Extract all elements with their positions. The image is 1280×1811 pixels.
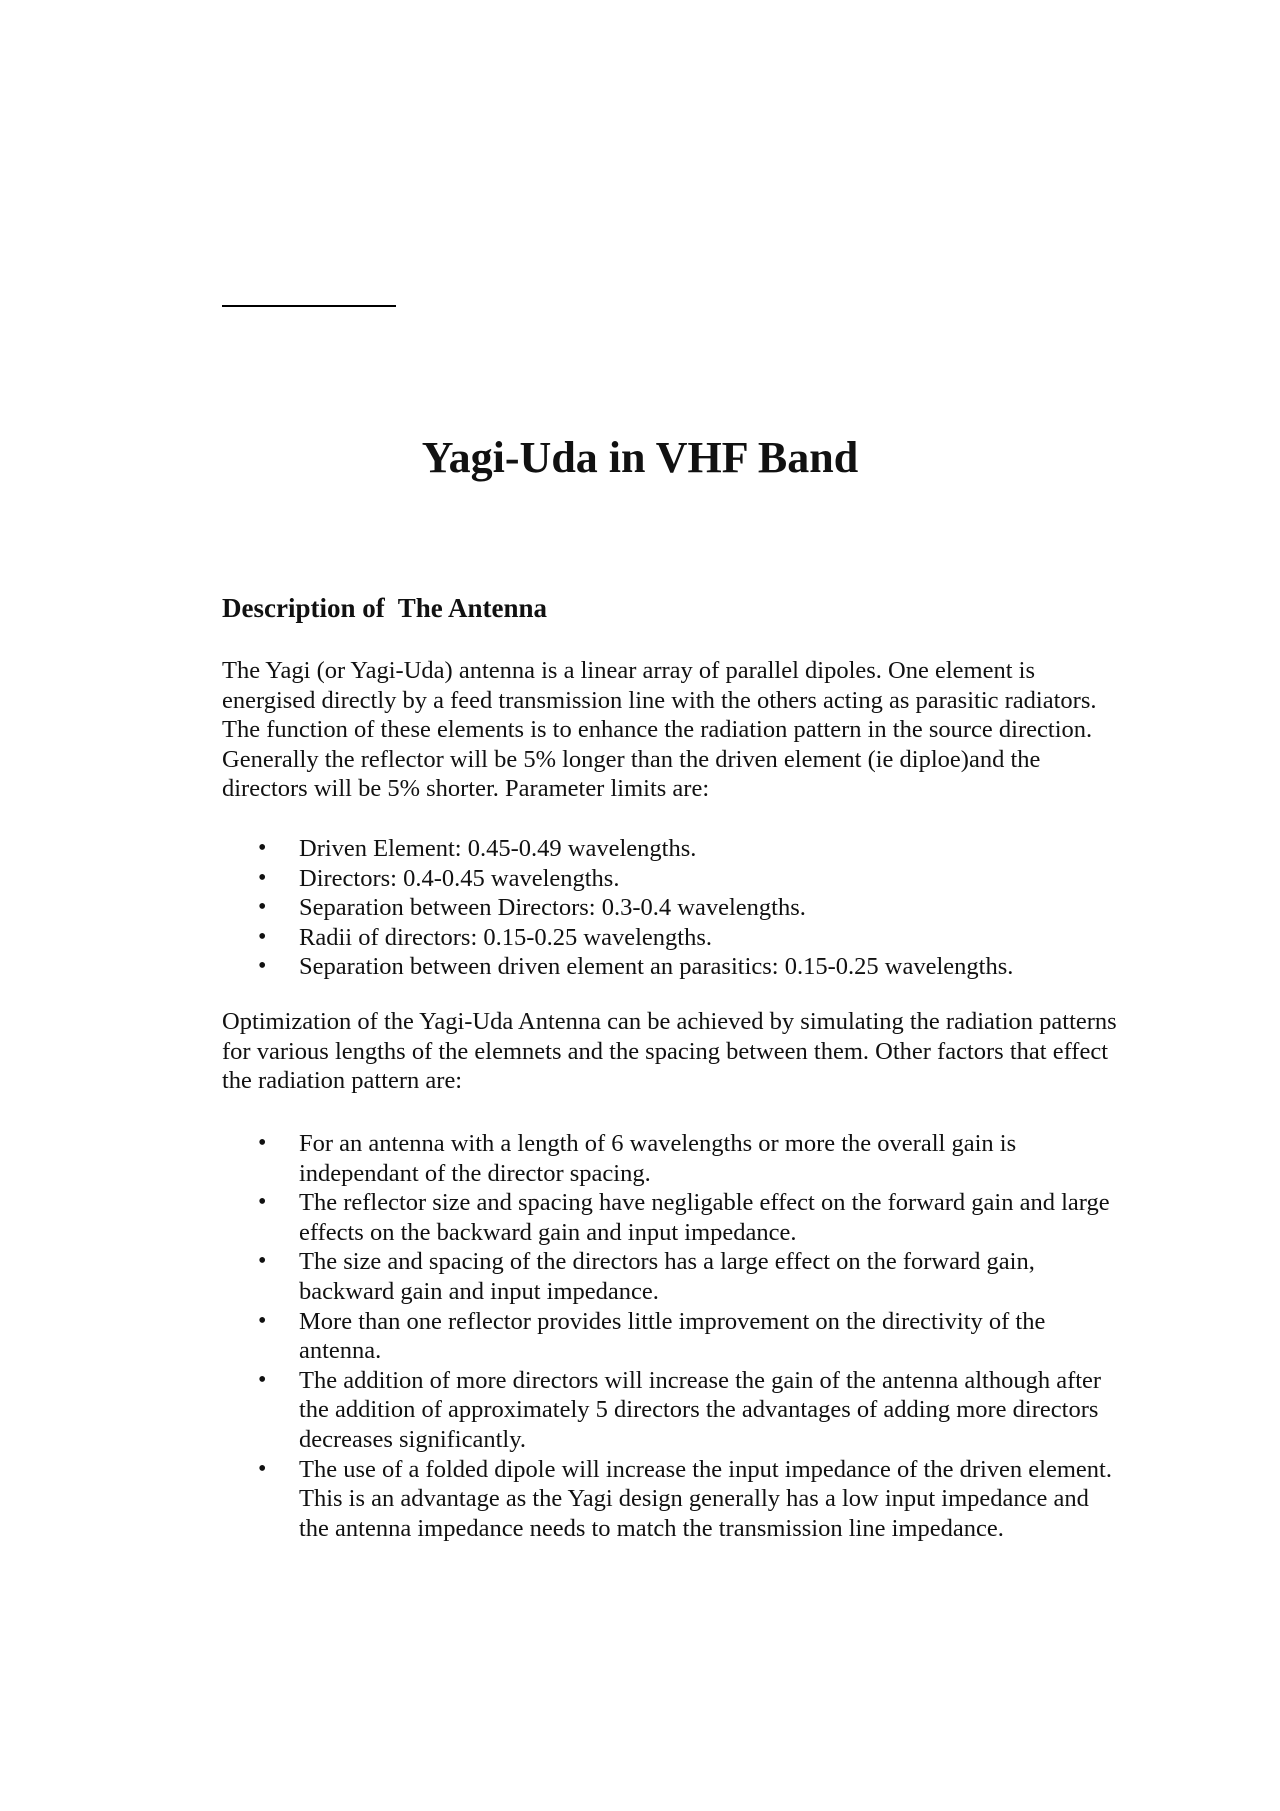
list-item: • Directors: 0.4-0.45 wavelengths. [222,864,1122,894]
list-item: • The use of a folded dipole will increase the input impedance of the driven element. This is an advantage as the Yagi design generally has a low input impedance and the antenna impedance needs to match the transmission line impedance. [222,1455,1122,1544]
list-item: • The size and spacing of the directors has a large effect on the forward gain, backward gain and input impedance. [222,1247,1122,1306]
list-item: • Separation between driven element an parasitics: 0.15-0.25 wavelengths. [222,952,1122,982]
list-item: • For an antenna with a length of 6 wavelengths or more the overall gain is independant of the director spacing. [222,1129,1122,1188]
intro-paragraph: The Yagi (or Yagi-Uda) antenna is a linear array of parallel dipoles. One element is energised directly by a feed transmission line with the others acting as parasitic radiators. The function of these elements is to enhance the radiation pattern in the source direction. Generally the reflector will be 5% longer than the driven element (ie diploe)and the directors will be 5% shorter. Parameter limits are: [222,657,1097,803]
list-item: • The reflector size and spacing have negligable effect on the forward gain and large effects on the backward gain and input impedance. [222,1188,1122,1247]
list-item: • Separation between Directors: 0.3-0.4 wavelengths. [222,893,1122,923]
list-item: • Driven Element: 0.45-0.49 wavelengths. [222,834,1122,864]
factors-list [222,1129,1122,1543]
parameter-limits-list [222,834,1122,982]
list-item: • More than one reflector provides little improvement on the directivity of the antenna. [222,1307,1122,1366]
list-item: • The addition of more directors will increase the gain of the antenna although after the addition of approximately 5 directors the advantages of adding more directors decreases significantly. [222,1366,1122,1455]
document-title: Yagi-Uda in VHF Band [421,433,859,482]
footnote-separator-line [222,305,396,307]
list-item: • Radii of directors: 0.15-0.25 wavelengths. [222,923,1122,953]
section-heading: Description of The Antenna [222,593,548,623]
optimization-paragraph: Optimization of the Yagi-Uda Antenna can be achieved by simulating the radiation patterns for various lengths of the elemnets and the spacing between them. Other factors that effect the radiation pattern are: [222,1008,1117,1095]
